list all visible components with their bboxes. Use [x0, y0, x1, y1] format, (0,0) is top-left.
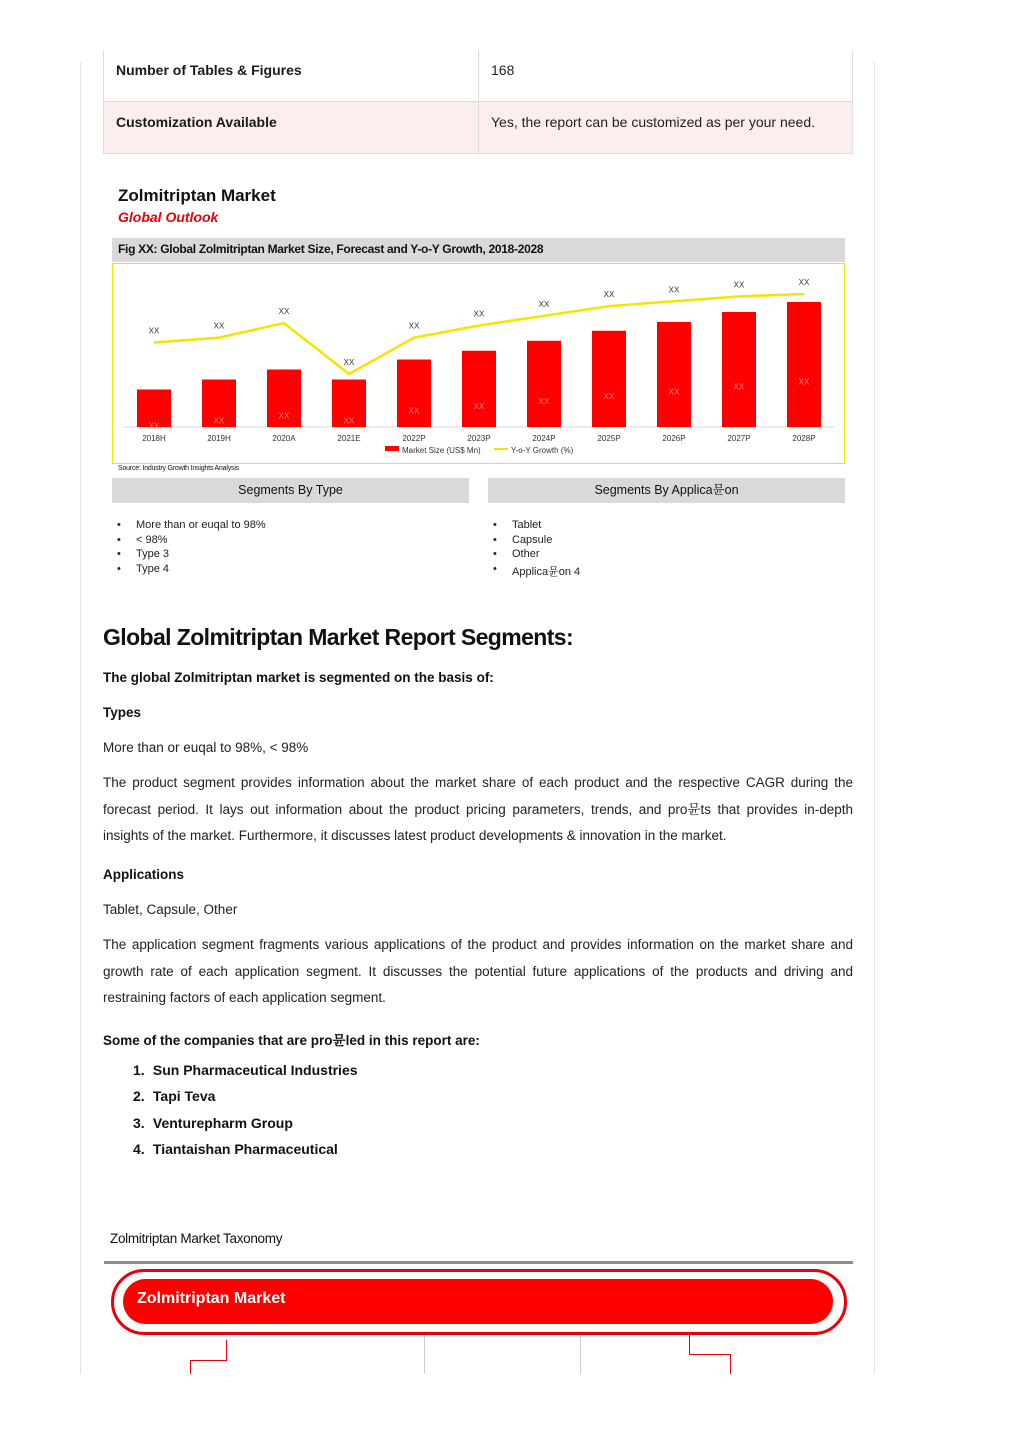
- legend-label-growth: Y-o-Y Growth (%): [511, 446, 574, 455]
- report-info-table: [103, 50, 853, 154]
- x-tick-label: 2019H: [207, 434, 231, 443]
- chart-section-title: Zolmitriptan Market: [118, 186, 276, 205]
- taxonomy-connector: [424, 1335, 425, 1374]
- list-item: • More than or euqal to 98%: [112, 519, 266, 534]
- x-tick-label: 2022P: [402, 434, 426, 443]
- list-item: • Applica뮨on 4: [488, 563, 580, 578]
- taxonomy-title: Zolmitriptan Market Taxonomy: [110, 1231, 283, 1246]
- bar-data-label: XX: [148, 421, 160, 431]
- applications-paragraph: The application segment fragments various applications of the product and provides information on the market share and growth rate of each application segment. It discusses the potential future applications of the products and driving and restraining factors of each application segment.: [103, 937, 853, 1005]
- chart-canvas: [113, 264, 844, 463]
- types-label: Types: [103, 705, 142, 720]
- figure-caption-bar: [112, 238, 845, 262]
- info-value: Yes, the report can be customized as per your need.: [479, 102, 853, 154]
- report-segments-heading: Global Zolmitriptan Market Report Segments:: [103, 624, 574, 650]
- taxonomy-divider: [104, 1261, 853, 1264]
- list-item: • Capsule: [488, 534, 580, 549]
- types-value: More than or euqal to 98%, < 98%: [103, 740, 309, 755]
- taxonomy-connector: [689, 1354, 731, 1355]
- x-tick-label: 2025P: [597, 434, 621, 443]
- taxonomy-root-fill: [123, 1279, 833, 1324]
- list-item: • Type 4: [112, 563, 266, 578]
- bar-data-label: XX: [538, 396, 550, 406]
- page-border-left: [80, 62, 81, 1374]
- taxonomy-connector: [190, 1360, 227, 1361]
- list-item: • Type 3: [112, 548, 266, 563]
- bar-data-label: XX: [668, 387, 680, 397]
- type-segment-list: [112, 519, 266, 577]
- bar-data-label: XX: [343, 416, 355, 426]
- figure-caption: Fig XX: Global Zolmitriptan Market Size, Forecast and Y-o-Y Growth, 2018-2028: [118, 242, 544, 256]
- taxonomy-connector: [226, 1340, 227, 1361]
- x-tick-label: 2027P: [727, 434, 751, 443]
- info-key: Customization Available: [104, 102, 479, 154]
- bar-2025P: [592, 331, 626, 427]
- x-tick-label: 2028P: [792, 434, 816, 443]
- bar-data-label: XX: [603, 391, 615, 401]
- chart-section-subtitle: Global Outlook: [118, 209, 219, 225]
- bar-2022P: [397, 360, 431, 428]
- list-item: 4. Tiantaishan Pharmaceutical: [133, 1140, 338, 1157]
- growth-data-label: XX: [538, 299, 550, 309]
- growth-data-label: XX: [408, 321, 420, 331]
- bar-2023P: [462, 351, 496, 427]
- taxonomy-connector: [580, 1335, 581, 1374]
- taxonomy-root-label: Zolmitriptan Market: [137, 1290, 286, 1307]
- types-paragraph: The product segment provides information about the market share of each product and the respective CAGR during the forecast period. It lays out information about the product pricing parameters, trends, and pro뮨ts that provides in-depth insights of the market. Furthermore, it discusses latest product developments & innovation in the market.: [103, 775, 853, 843]
- market-size-chart: [112, 263, 845, 464]
- bar-2027P: [722, 312, 756, 427]
- info-value: 168: [479, 50, 853, 102]
- bar-data-label: XX: [213, 416, 225, 426]
- list-item: 1. Sun Pharmaceutical Industries: [133, 1062, 358, 1078]
- bar-data-label: XX: [733, 382, 745, 392]
- taxonomy-connector: [689, 1335, 690, 1355]
- taxonomy-connector: [190, 1360, 191, 1374]
- x-tick-label: 2021E: [337, 434, 361, 443]
- growth-data-label: XX: [473, 309, 485, 319]
- list-item: • Other: [488, 548, 580, 563]
- list-item: • < 98%: [112, 534, 266, 549]
- bar-data-label: XX: [798, 377, 810, 387]
- table-row: [104, 102, 853, 154]
- list-item: 2. Tapi Teva: [133, 1088, 216, 1105]
- growth-data-label: XX: [343, 358, 355, 367]
- x-tick-label: 2026P: [662, 434, 686, 443]
- applications-value: Tablet, Capsule, Other: [103, 902, 238, 917]
- companies-intro: Some of the companies that are pro뮨led in this report are:: [103, 1033, 480, 1048]
- growth-data-label: XX: [668, 285, 680, 295]
- list-item: 3. Venturepharm Group: [133, 1114, 293, 1131]
- x-tick-label: 2020A: [272, 434, 296, 443]
- taxonomy-connector: [730, 1354, 731, 1374]
- growth-data-label: XX: [798, 278, 810, 287]
- legend-swatch-market-size: [385, 446, 399, 451]
- x-tick-label: 2023P: [467, 434, 491, 443]
- bar-data-label: XX: [408, 406, 420, 416]
- legend-label-market-size: Market Size (US$ Mn): [402, 446, 481, 455]
- x-tick-label: 2024P: [532, 434, 556, 443]
- chart-source: Source: Industry Growth Insights Analysis: [118, 465, 239, 472]
- segments-intro: The global Zolmitriptan market is segmented on the basis of:: [103, 670, 494, 685]
- segments-by-type-heading: Segments By Type: [112, 478, 469, 503]
- bar-2026P: [657, 322, 691, 427]
- bar-data-label: XX: [473, 401, 485, 411]
- info-key: Number of Tables & Figures: [104, 50, 479, 102]
- company-list: [103, 1062, 358, 1167]
- table-row: [104, 50, 853, 102]
- growth-data-label: XX: [148, 326, 160, 336]
- growth-data-label: XX: [213, 321, 225, 331]
- segments-by-application-heading: Segments By Applica뮨on: [488, 478, 845, 503]
- list-item: • Tablet: [488, 519, 580, 534]
- page-border-right: [874, 62, 875, 1374]
- application-segment-list: [488, 519, 580, 577]
- growth-data-label: XX: [278, 307, 290, 317]
- bar-2024P: [527, 341, 561, 427]
- bar-2028P: [787, 302, 821, 427]
- taxonomy-root-node: [111, 1269, 847, 1335]
- bar-data-label: XX: [278, 411, 290, 421]
- growth-data-label: XX: [603, 290, 615, 300]
- applications-label: Applications: [103, 867, 185, 882]
- x-tick-label: 2018H: [142, 434, 166, 443]
- growth-data-label: XX: [733, 280, 745, 290]
